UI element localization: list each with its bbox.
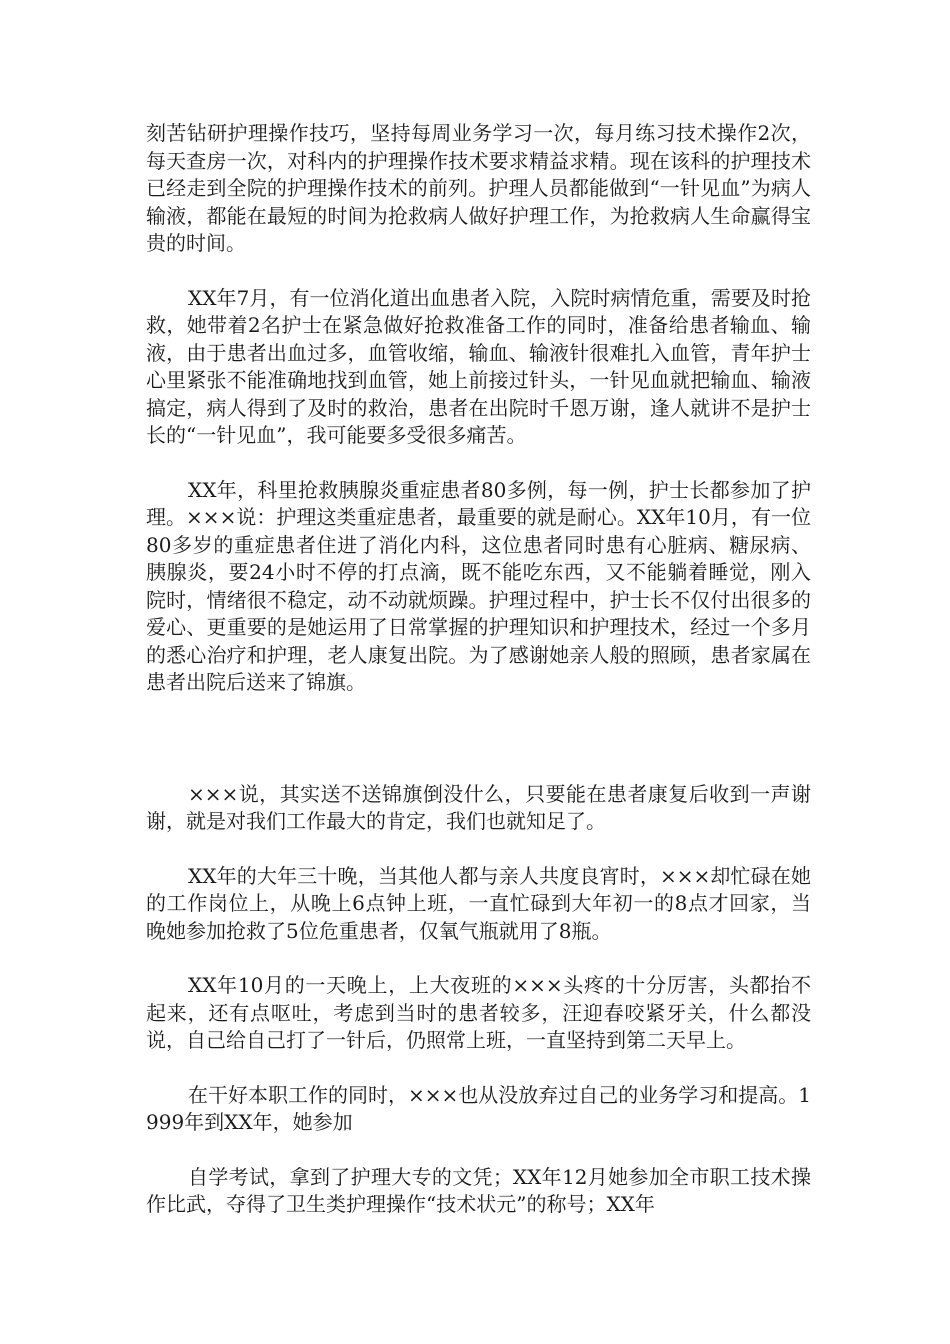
paragraph-5: XX年的大年三十晚，当其他人都与亲人共度良宵时，×××却忙碌在她的工作岗位上，从晚上6点钟上班，一直忙碌到大年初一的8点才回家，当晚她参加抢救了5位危重患者，仅氧气瓶就用了8瓶。 — [146, 863, 811, 943]
document-body — [146, 120, 811, 1219]
paragraph-2: XX年7月，有一位消化道出血患者入院，入院时病情危重，需要及时抢救，她带着2名护士在紧急做好抢救准备工作的同时，准备给患者输血、输液，由于患者出血过多，血管收缩，输血、输液针很难扎入血管，青年护士心里紧张不能准确地找到血管，她上前接过针头，一针见血就把输血、输液搞定，病人得到了及时的救治，患者在出院时千恩万谢，逢人就讲不是护士长的“一针见血”，我可能要多受很多痛苦。 — [146, 285, 811, 447]
paragraph-7: 在干好本职工作的同时，×××也从没放弃过自己的业务学习和提高。1999年到XX年，她参加 — [146, 1082, 811, 1134]
paragraph-4: ×××说，其实送不送锦旗倒没什么，只要能在患者康复后收到一声谢谢，就是对我们工作最大的肯定，我们也就知足了。 — [146, 781, 811, 833]
paragraph-1: 刻苦钻研护理操作技巧，坚持每周业务学习一次，每月练习技术操作2次，每天查房一次，对科内的护理操作技术要求精益求精。现在该科的护理技术已经走到全院的护理操作技术的前列。护理人员都能做到“一针见血”为病人输液，都能在最短的时间为抢救病人做好护理工作，为抢救病人生命赢得宝贵的时间。 — [146, 121, 811, 255]
paragraph-8: 自学考试，拿到了护理大专的文凭；XX年12月她参加全市职工技术操作比武，夺得了卫生类护理操作“技术状元”的称号；XX年 — [146, 1164, 811, 1216]
paragraph-3: XX年，科里抢救胰腺炎重症患者80多例，每一例，护士长都参加了护理。×××说：护理这类重症患者，最重要的就是耐心。XX年10月，有一位80多岁的重症患者住进了消化内科，这位患者同时患有心脏病、糖尿病、胰腺炎，要24小时不停的打点滴，既不能吃东西，又不能躺着睡觉，刚入院时，情绪很不稳定，动不动就烦躁。护理过程中，护士长不仅付出很多的爱心、更重要的是她运用了日常掌握的护理知识和护理技术，经过一个多月的悉心治疗和护理，老人康复出院。为了感谢她亲人般的照顾，患者家属在患者出院后送来了锦旗。 — [146, 477, 811, 694]
paragraph-6: XX年10月的一天晚上，上大夜班的×××头疼的十分厉害，头都抬不起来，还有点呕吐，考虑到当时的患者较多，汪迎春咬紧牙关，什么都没说，自己给自己打了一针后，仍照常上班，一直坚持到第二天早上。 — [146, 973, 811, 1052]
